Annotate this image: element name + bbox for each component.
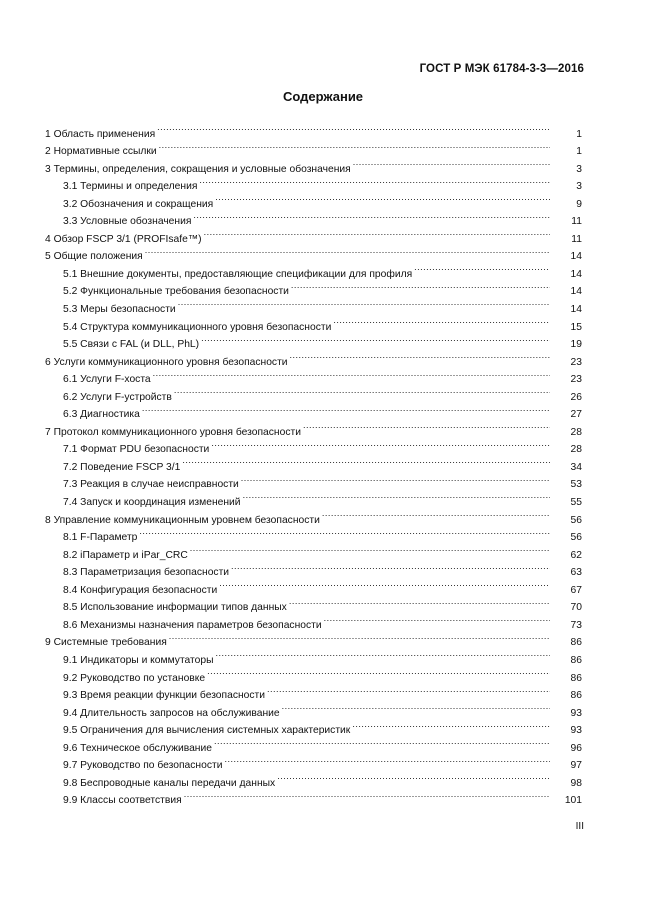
toc-leader-dots (190, 540, 550, 558)
toc-leader-dots (145, 242, 550, 260)
toc-entry-label: 6.3 Диагностика (63, 409, 140, 421)
toc-entry-label: 7.4 Запуск и координация изменений (63, 497, 241, 509)
toc-entry-page: 73 (570, 619, 582, 631)
toc-leader-dots (324, 610, 550, 628)
toc-entry-label: 3.2 Обозначения и сокращения (63, 198, 214, 210)
toc-entry-page: 14 (570, 268, 582, 280)
toc-entry-label: 7 Протокол коммуникационного уровня безопасности (45, 426, 301, 438)
toc-entry-page: 14 (570, 251, 582, 263)
toc-entry-page: 63 (570, 567, 582, 579)
toc-entry-page: 28 (570, 444, 582, 456)
toc-entry-label: 5.2 Функциональные требования безопасности (63, 286, 289, 298)
toc-leader-dots (153, 365, 550, 383)
toc-entry-page: 93 (570, 707, 582, 719)
toc-entry-label: 9.5 Ограничения для вычисления системных характеристик (63, 725, 351, 737)
toc-leader-dots (291, 277, 550, 295)
toc-leader-dots (142, 400, 550, 418)
table-of-contents (45, 119, 582, 807)
toc-entry-label: 1 Область применения (45, 128, 156, 140)
toc-entry-label: 5 Общие положения (45, 251, 143, 263)
toc-leader-dots (277, 768, 550, 786)
toc-leader-dots (211, 435, 550, 453)
toc-entry-label: 9.6 Техническое обслуживание (63, 742, 212, 754)
toc-entry-label: 7.1 Формат PDU безопасности (63, 444, 210, 456)
toc-leader-dots (231, 558, 550, 576)
toc-entry-page: 19 (570, 339, 582, 351)
toc-leader-dots (289, 593, 550, 611)
toc-entry-label: 9.3 Время реакции функции безопасности (63, 690, 266, 702)
toc-entry-page: 56 (570, 514, 582, 526)
toc-entry-page: 97 (570, 760, 582, 772)
toc-entry-label: 9.7 Руководство по безопасности (63, 760, 223, 772)
toc-entry-label: 7.2 Поведение FSCP 3/1 (63, 461, 181, 473)
toc-entry-page: 34 (570, 461, 582, 473)
toc-leader-dots (303, 417, 550, 435)
toc-entry-label: 5.1 Внешние документы, предоставляющие спецификации для профиля (63, 268, 413, 280)
toc-entry-page: 27 (570, 409, 582, 421)
toc-entry-label: 6.2 Услуги F-устройств (63, 391, 172, 403)
standard-code-header: ГОСТ Р МЭК 61784-3-3—2016 (419, 63, 584, 75)
toc-entry-label: 3.1 Термины и определения (63, 181, 198, 193)
toc-entry-label: 8.3 Параметризация безопасности (63, 567, 230, 579)
toc-leader-dots (193, 207, 550, 225)
toc-entry-page: 53 (570, 479, 582, 491)
toc-leader-dots (184, 786, 550, 804)
toc-entry-page: 28 (570, 426, 582, 438)
toc-leader-dots (216, 645, 550, 663)
toc-entry-label: 8.6 Механизмы назначения параметров безопасности (63, 619, 322, 631)
toc-leader-dots (219, 575, 550, 593)
toc-entry-page: 86 (570, 637, 582, 649)
toc-leader-dots (322, 505, 550, 523)
toc-entry-page: 62 (570, 549, 582, 561)
toc-leader-dots (204, 224, 550, 242)
toc-entry-page: 86 (570, 672, 582, 684)
toc-entry-label: 6 Услуги коммуникационного уровня безопасности (45, 356, 288, 368)
toc-title: Содержание (282, 89, 364, 104)
toc-leader-dots (207, 663, 550, 681)
toc-leader-dots (199, 172, 550, 190)
toc-entry-page: 23 (570, 356, 582, 368)
toc-entry-page: 3 (576, 181, 582, 193)
toc-leader-dots (333, 312, 550, 330)
toc-entry-page: 96 (570, 742, 582, 754)
toc-entry-page: 14 (570, 286, 582, 298)
toc-entry-label: 3 Термины, определения, сокращения и условные обозначения (45, 163, 351, 175)
toc-entry-page: 14 (570, 304, 582, 316)
page-number: III (575, 821, 584, 832)
toc-entry-page: 70 (570, 602, 582, 614)
toc-entry-label: 5.5 Связи с FAL (и DLL, PhL) (63, 339, 200, 351)
toc-entry-label: 9.8 Беспроводные каналы передачи данных (63, 777, 276, 789)
toc-leader-dots (174, 382, 550, 400)
toc-entry-label: 5.3 Меры безопасности (63, 304, 176, 316)
toc-entry-page: 86 (570, 654, 582, 666)
toc-entry-page: 3 (576, 163, 582, 175)
toc-entry-page: 86 (570, 690, 582, 702)
toc-entry-label: 2 Нормативные ссылки (45, 146, 157, 158)
toc-leader-dots (178, 294, 550, 312)
toc-leader-dots (241, 470, 550, 488)
toc-entry-page: 93 (570, 725, 582, 737)
toc-entry-label: 6.1 Услуги F-хоста (63, 374, 151, 386)
toc-entry-label: 9.9 Классы соответствия (63, 795, 182, 807)
toc-entry[interactable] (45, 119, 582, 140)
toc-leader-dots (243, 487, 550, 505)
toc-entry-page: 9 (576, 198, 582, 210)
toc-entry-page: 23 (570, 374, 582, 386)
toc-leader-dots (159, 137, 550, 155)
toc-entry-page: 1 (576, 146, 582, 158)
toc-leader-dots (201, 330, 550, 348)
toc-leader-dots (182, 452, 550, 470)
toc-entry-label: 8.5 Использование информации типов данных (63, 602, 287, 614)
toc-entry-page: 15 (570, 321, 582, 333)
toc-entry-page: 55 (570, 497, 582, 509)
toc-entry-label: 4 Обзор FSCP 3/1 (PROFIsafe™) (45, 233, 202, 245)
toc-entry-page: 98 (570, 777, 582, 789)
toc-leader-dots (282, 698, 550, 716)
toc-entry-page: 101 (564, 795, 582, 807)
toc-entry-label: 7.3 Реакция в случае неисправности (63, 479, 239, 491)
toc-leader-dots (224, 751, 550, 769)
toc-entry-label: 9.1 Индикаторы и коммутаторы (63, 654, 214, 666)
toc-leader-dots (352, 716, 550, 734)
toc-entry-label: 8 Управление коммуникационным уровнем безопасности (45, 514, 320, 526)
toc-entry-label: 5.4 Структура коммуникационного уровня безопасности (63, 321, 332, 333)
toc-leader-dots (215, 189, 550, 207)
toc-entry-label: 9 Системные требования (45, 637, 167, 649)
toc-entry-page: 67 (570, 584, 582, 596)
toc-entry-label: 3.3 Условные обозначения (63, 216, 192, 228)
toc-entry-page: 1 (576, 128, 582, 140)
toc-leader-dots (290, 347, 550, 365)
toc-entry-label: 9.4 Длительность запросов на обслуживание (63, 707, 280, 719)
toc-entry-label: 8.1 F-Параметр (63, 532, 138, 544)
toc-leader-dots (414, 259, 550, 277)
toc-entry-page: 11 (571, 216, 582, 228)
toc-entry-label: 9.2 Руководство по установке (63, 672, 206, 684)
toc-entry-page: 11 (571, 233, 582, 245)
toc-entry-page: 26 (570, 391, 582, 403)
toc-entry-label: 8.2 iПараметр и iPar_CRC (63, 549, 188, 561)
toc-leader-dots (139, 523, 550, 541)
toc-leader-dots (157, 119, 550, 137)
toc-leader-dots (214, 733, 550, 751)
toc-entry-page: 56 (570, 532, 582, 544)
toc-leader-dots (169, 628, 550, 646)
toc-entry-label: 8.4 Конфигурация безопасности (63, 584, 218, 596)
toc-leader-dots (353, 154, 550, 172)
toc-leader-dots (267, 681, 550, 699)
